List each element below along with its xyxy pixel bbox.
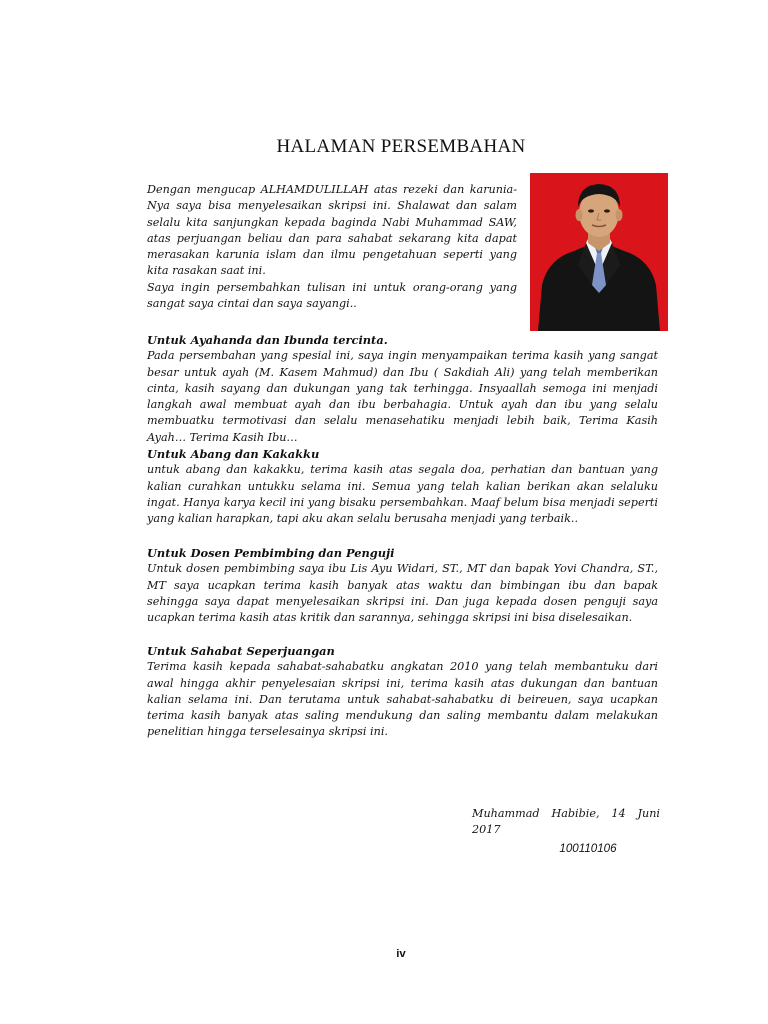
intro-paragraph: Dengan mengucap ALHAMDULILLAH atas rezeki dan karunia-Nya saya bisa menyelesaikan skripsi ini. Shalawat dan salam selalu kita sanjungkan kepada baginda Nabi Muhammad SAW, atas perjuangan beliau dan para sahabat sekarang kita dapat merasakan karunia islam dan ilmu pengetahuan seperti yang kita rasakan saat ini. [147,183,517,278]
section-paragraph: untuk abang dan kakakku, terima kasih atas segala doa, perhatian dan bantuan yang kalian curahkan untukku selama ini. Semua yang telah kalian berikan akan selaluku ingat. Hanya karya kecil ini yang bisaku persembahkan. Maaf belum bisa menjadi seperti yang kalian harapkan, tapi aku akan selalu berusaha menjadi yang terbaik.. [147,463,658,526]
section-paragraph: Untuk dosen pembimbing saya ibu Lis Ayu Widari, ST., MT dan bapak Yovi Chandra, ST., MT saya ucapkan terima kasih banyak atas waktu dan bimbingan ibu dan bapak sehingga saya dapat menyelesaikan skripsi ini. Dan juga kepada dosen penguji saya ucapkan terima kasih atas kritik dan sarannya, sehingga skripsi ini bisa diselesaikan. [147,562,658,625]
intro-paragraph: Saya ingin persembahkan tulisan ini untuk orang-orang yang sangat saya cintai dan saya sayangi.. [147,280,517,311]
page-title: HALAMAN PERSEMBAHAN [276,136,526,157]
section-heading: Untuk Abang dan Kakakku [147,447,320,461]
page-number: iv [396,948,406,960]
section-parents [147,332,658,446]
portrait-photo [530,173,668,331]
signature-nim: 100110106 [559,841,617,855]
section-lecturers [147,545,658,626]
section-friends [147,643,658,741]
section-heading: Untuk Ayahanda dan Ibunda tercinta. [147,333,388,347]
section-paragraph: Pada persembahan yang spesial ini, saya ingin menyampaikan terima kasih yang sangat besar untuk ayah (M. Kasem Mahmud) dan Ibu ( Sakdiah Ali) yang telah memberikan cinta, kasih sayang dan dukungan yang tak terhingga. Insyaallah semoga ini menjadi langkah awal membuat ayah dan ibu berbahagia. Untuk ayah dan ibu yang selalu membuatku termotivasi dan selalu menasehatiku menjadi lebih baik, Terima Kasih Ayah… Terima Kasih Ibu… [147,349,658,444]
section-siblings [147,446,658,527]
section-paragraph: Terima kasih kepada sahabat-sahabatku angkatan 2010 yang telah membantuku dari awal hingga akhir penyelesaian skripsi ini, terima kasih atas dukungan dan bantuan kalian selama ini. Dan terutama untuk sahabat-sahabatku di beireuen, saya ucapkan terima kasih banyak atas saling mendukung dan saling membantu dalam melakukan penelitian hingga terselesainya skripsi ini. [147,660,658,739]
signature-name-date: Muhammad Habibie, 14 Juni [472,807,660,820]
signature-year: 2017 [472,823,501,837]
intro-block [147,182,517,312]
section-heading: Untuk Sahabat Seperjuangan [147,644,335,658]
section-heading: Untuk Dosen Pembimbing dan Penguji [147,546,395,560]
portrait-photo-icon [530,173,668,331]
signature-block [472,806,660,857]
